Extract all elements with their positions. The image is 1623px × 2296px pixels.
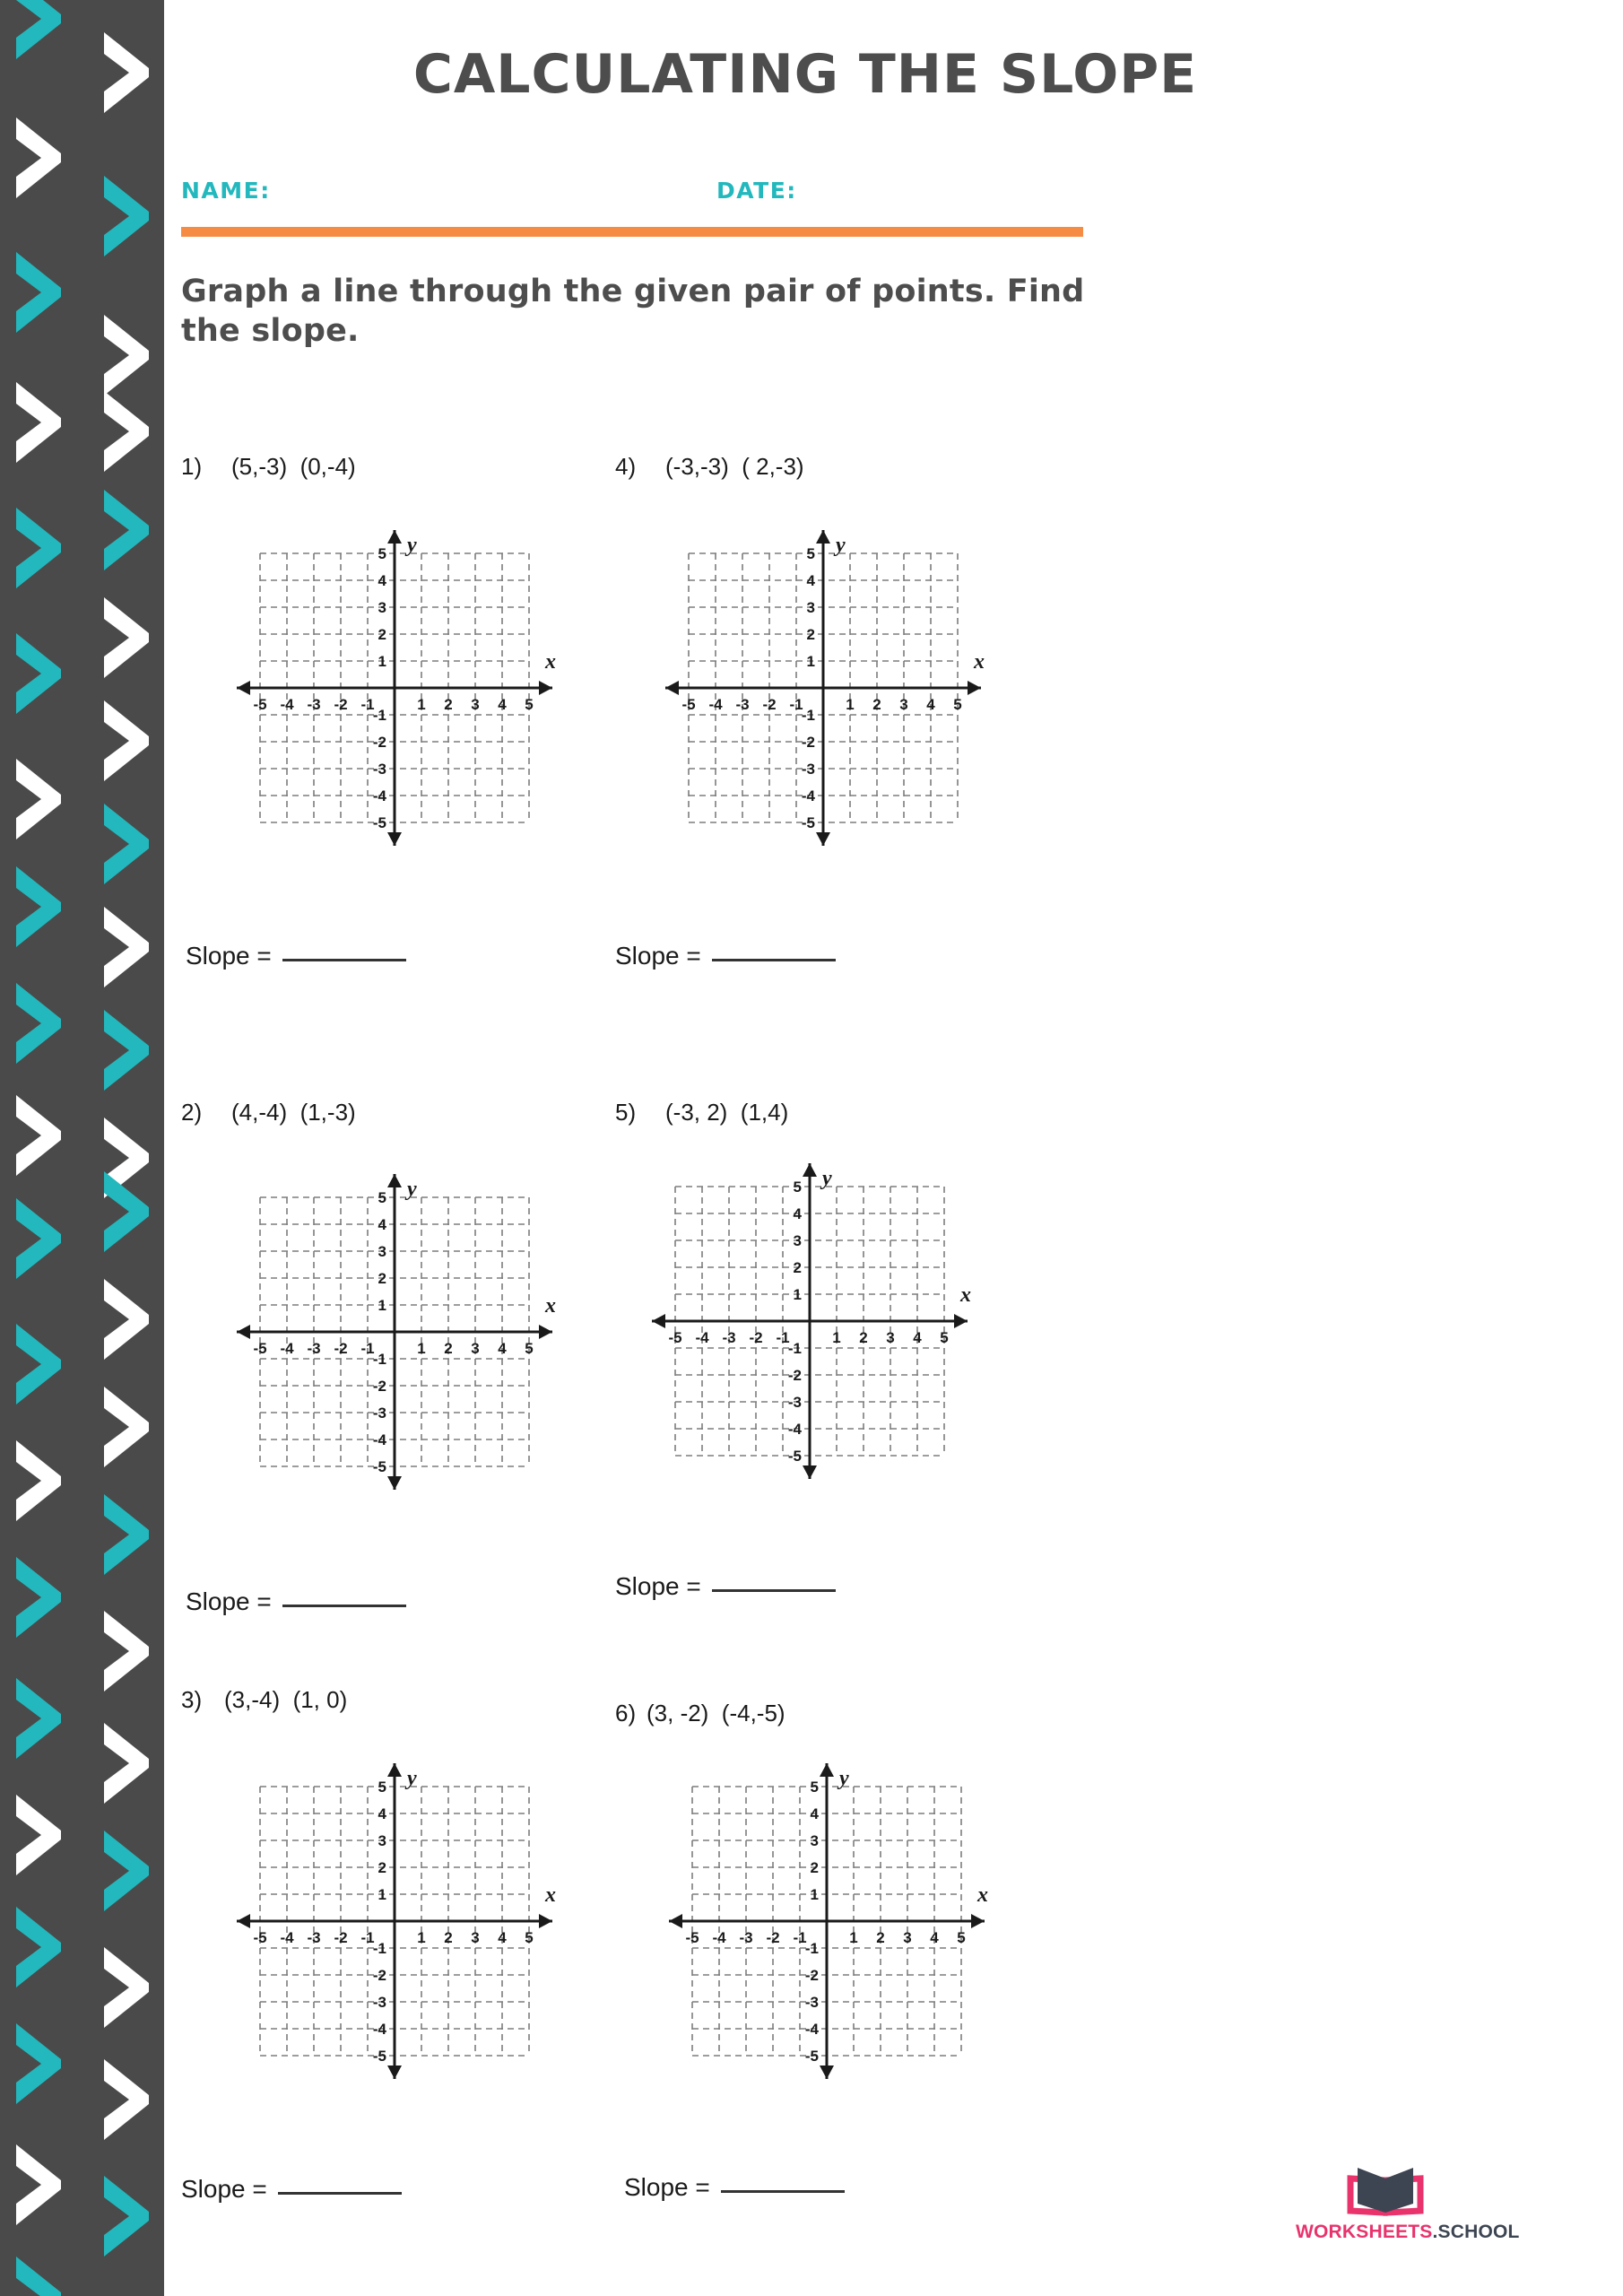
- slope-label: Slope =: [186, 1587, 272, 1615]
- svg-text:5: 5: [806, 545, 815, 562]
- svg-text:y: y: [407, 534, 417, 557]
- svg-text:5: 5: [793, 1178, 802, 1196]
- coordinate-grid[interactable]: [226, 1152, 576, 1516]
- name-field-label: NAME:: [181, 178, 271, 204]
- svg-text:4: 4: [498, 1929, 507, 1946]
- slope-blank[interactable]: [278, 2176, 402, 2195]
- problem-number: 5): [615, 1099, 637, 1126]
- svg-text:5: 5: [525, 1340, 534, 1357]
- svg-text:1: 1: [378, 1297, 386, 1314]
- problem-points: (-3, 2) (1,4): [665, 1099, 789, 1126]
- slope-blank[interactable]: [721, 2174, 845, 2193]
- svg-text:3: 3: [806, 599, 815, 616]
- svg-text:5: 5: [525, 1929, 534, 1946]
- svg-text:3: 3: [899, 696, 908, 713]
- svg-text:-2: -2: [804, 1967, 819, 1984]
- svg-text:4: 4: [806, 572, 815, 589]
- svg-text:3: 3: [378, 599, 386, 616]
- svg-text:3: 3: [903, 1929, 912, 1946]
- worksheet-content: [164, 0, 1623, 2296]
- coordinate-grid[interactable]: [226, 1742, 576, 2105]
- svg-text:2: 2: [793, 1259, 802, 1276]
- svg-text:-3: -3: [307, 1340, 321, 1357]
- logo-wordmark: [1296, 2222, 1520, 2243]
- svg-text:5: 5: [940, 1329, 949, 1346]
- svg-text:2: 2: [378, 1859, 386, 1876]
- slope-answer-row: [186, 1587, 406, 1616]
- open-book-icon: [1347, 2166, 1424, 2218]
- problem-number: 3): [181, 1686, 203, 1713]
- problem-points: (5,-3) (0,-4): [231, 453, 356, 480]
- slope-blank[interactable]: [712, 1573, 836, 1592]
- svg-text:-2: -2: [762, 696, 777, 713]
- svg-text:-2: -2: [334, 696, 348, 713]
- svg-text:-3: -3: [787, 1394, 802, 1411]
- svg-text:1: 1: [378, 1886, 386, 1903]
- svg-text:4: 4: [498, 696, 507, 713]
- logo-primary: WORKSHEETS: [1296, 2222, 1433, 2242]
- svg-text:1: 1: [793, 1286, 802, 1303]
- svg-text:-4: -4: [280, 1340, 294, 1357]
- svg-text:-4: -4: [372, 787, 386, 804]
- svg-text:5: 5: [378, 545, 386, 562]
- slope-blank[interactable]: [282, 1588, 406, 1607]
- svg-text:x: x: [545, 1883, 556, 1907]
- svg-text:x: x: [977, 1883, 988, 1907]
- svg-text:-1: -1: [789, 696, 803, 713]
- svg-text:-1: -1: [372, 707, 386, 724]
- problem-points: (4,-4) (1,-3): [231, 1099, 356, 1126]
- svg-text:4: 4: [378, 1216, 386, 1233]
- svg-text:-3: -3: [735, 696, 750, 713]
- svg-text:-5: -5: [668, 1329, 682, 1346]
- site-logo: [1296, 2166, 1520, 2243]
- problem-number: 4): [615, 453, 637, 480]
- slope-answer-row: [624, 2173, 845, 2202]
- svg-text:3: 3: [471, 696, 480, 713]
- coordinate-grid[interactable]: [641, 1142, 991, 1505]
- svg-text:-1: -1: [801, 707, 815, 724]
- svg-text:-5: -5: [253, 1929, 267, 1946]
- problem-points: (3, -2) (-4,-5): [647, 1700, 785, 1726]
- svg-text:-4: -4: [804, 2021, 819, 2038]
- problem-number: 1): [181, 453, 203, 480]
- svg-text:-5: -5: [801, 814, 815, 831]
- svg-text:y: y: [836, 534, 846, 557]
- svg-text:3: 3: [471, 1929, 480, 1946]
- svg-text:-1: -1: [776, 1329, 790, 1346]
- svg-text:-4: -4: [801, 787, 815, 804]
- coordinate-grid[interactable]: [226, 509, 576, 872]
- svg-text:-3: -3: [372, 1994, 386, 2011]
- svg-text:x: x: [974, 650, 985, 674]
- svg-text:3: 3: [810, 1832, 819, 1849]
- svg-text:4: 4: [378, 572, 386, 589]
- problem-number: 6): [615, 1700, 637, 1726]
- svg-text:y: y: [407, 1767, 417, 1790]
- svg-text:y: y: [822, 1167, 832, 1190]
- svg-text:3: 3: [378, 1832, 386, 1849]
- svg-text:-1: -1: [804, 1940, 819, 1957]
- slope-label: Slope =: [615, 1572, 701, 1600]
- svg-text:-4: -4: [280, 696, 294, 713]
- svg-text:-2: -2: [334, 1340, 348, 1357]
- slope-label: Slope =: [624, 2173, 710, 2201]
- svg-text:-1: -1: [793, 1929, 807, 1946]
- svg-text:-2: -2: [372, 1378, 386, 1395]
- problem-points: (3,-4) (1, 0): [224, 1686, 348, 1713]
- coordinate-grid[interactable]: [655, 509, 1004, 872]
- decorative-sidebar: [0, 0, 164, 2296]
- slope-label: Slope =: [615, 942, 701, 970]
- svg-text:-5: -5: [372, 814, 386, 831]
- svg-text:2: 2: [872, 696, 881, 713]
- slope-label: Slope =: [181, 2175, 267, 2203]
- svg-text:-3: -3: [307, 1929, 321, 1946]
- slope-blank[interactable]: [712, 943, 836, 961]
- svg-text:2: 2: [444, 1340, 453, 1357]
- svg-text:1: 1: [806, 653, 815, 670]
- svg-text:-1: -1: [360, 696, 375, 713]
- svg-text:-4: -4: [695, 1329, 709, 1346]
- svg-text:x: x: [545, 1294, 556, 1318]
- svg-text:-2: -2: [801, 734, 815, 751]
- svg-text:-1: -1: [360, 1929, 375, 1946]
- svg-text:y: y: [407, 1178, 417, 1201]
- slope-answer-row: [186, 942, 406, 970]
- svg-text:3: 3: [886, 1329, 895, 1346]
- svg-text:4: 4: [926, 696, 935, 713]
- svg-text:-5: -5: [804, 2048, 819, 2065]
- svg-text:x: x: [960, 1283, 971, 1307]
- svg-text:2: 2: [806, 626, 815, 643]
- svg-text:5: 5: [953, 696, 962, 713]
- slope-label: Slope =: [186, 942, 272, 970]
- svg-text:-2: -2: [372, 734, 386, 751]
- svg-text:-3: -3: [722, 1329, 736, 1346]
- svg-text:1: 1: [417, 1929, 426, 1946]
- svg-text:2: 2: [378, 626, 386, 643]
- svg-text:-5: -5: [685, 1929, 699, 1946]
- svg-text:-2: -2: [787, 1367, 802, 1384]
- svg-text:1: 1: [417, 1340, 426, 1357]
- svg-text:-2: -2: [749, 1329, 763, 1346]
- header-divider: [181, 227, 1083, 237]
- svg-text:3: 3: [793, 1232, 802, 1249]
- svg-text:1: 1: [810, 1886, 819, 1903]
- svg-text:-1: -1: [372, 1351, 386, 1368]
- svg-text:2: 2: [444, 1929, 453, 1946]
- svg-text:-5: -5: [253, 696, 267, 713]
- svg-text:4: 4: [913, 1329, 922, 1346]
- svg-text:-2: -2: [334, 1929, 348, 1946]
- svg-text:x: x: [545, 650, 556, 674]
- svg-text:2: 2: [876, 1929, 885, 1946]
- svg-text:1: 1: [849, 1929, 858, 1946]
- svg-text:-4: -4: [708, 696, 723, 713]
- svg-text:1: 1: [846, 696, 855, 713]
- svg-text:-3: -3: [739, 1929, 753, 1946]
- logo-secondary: .SCHOOL: [1432, 2222, 1520, 2242]
- svg-text:1: 1: [832, 1329, 841, 1346]
- svg-text:-4: -4: [372, 1431, 386, 1448]
- svg-text:-5: -5: [787, 1448, 802, 1465]
- svg-text:-1: -1: [372, 1940, 386, 1957]
- svg-text:-4: -4: [787, 1421, 802, 1438]
- svg-text:y: y: [839, 1767, 849, 1790]
- svg-text:1: 1: [417, 696, 426, 713]
- svg-text:-5: -5: [372, 2048, 386, 2065]
- svg-text:3: 3: [471, 1340, 480, 1357]
- svg-text:2: 2: [444, 696, 453, 713]
- svg-text:4: 4: [793, 1205, 802, 1222]
- svg-text:2: 2: [859, 1329, 868, 1346]
- svg-text:-3: -3: [801, 761, 815, 778]
- svg-text:2: 2: [810, 1859, 819, 1876]
- slope-blank[interactable]: [282, 943, 406, 961]
- svg-text:2: 2: [378, 1270, 386, 1287]
- problem-points: (-3,-3) ( 2,-3): [665, 453, 804, 480]
- svg-text:-5: -5: [681, 696, 696, 713]
- svg-text:5: 5: [378, 1189, 386, 1206]
- slope-answer-row: [181, 2175, 402, 2204]
- svg-text:-3: -3: [372, 761, 386, 778]
- svg-text:-1: -1: [360, 1340, 375, 1357]
- svg-text:-5: -5: [253, 1340, 267, 1357]
- svg-text:4: 4: [378, 1805, 386, 1822]
- page-title: CALCULATING THE SLOPE: [412, 43, 1198, 106]
- slope-answer-row: [615, 1572, 836, 1601]
- svg-text:-4: -4: [712, 1929, 726, 1946]
- problem-number: 2): [181, 1099, 203, 1126]
- svg-text:-4: -4: [280, 1929, 294, 1946]
- slope-answer-row: [615, 942, 836, 970]
- svg-text:-4: -4: [372, 2021, 386, 2038]
- svg-text:-1: -1: [787, 1340, 802, 1357]
- svg-text:3: 3: [378, 1243, 386, 1260]
- svg-text:-3: -3: [372, 1405, 386, 1422]
- svg-text:5: 5: [378, 1779, 386, 1796]
- svg-text:5: 5: [525, 696, 534, 713]
- svg-text:-5: -5: [372, 1458, 386, 1475]
- svg-text:1: 1: [378, 653, 386, 670]
- svg-text:-3: -3: [804, 1994, 819, 2011]
- svg-text:-2: -2: [766, 1929, 780, 1946]
- svg-text:5: 5: [810, 1779, 819, 1796]
- date-field-label: DATE:: [716, 178, 797, 204]
- svg-text:4: 4: [930, 1929, 939, 1946]
- coordinate-grid[interactable]: [658, 1742, 1008, 2105]
- svg-text:4: 4: [498, 1340, 507, 1357]
- svg-text:5: 5: [957, 1929, 966, 1946]
- svg-text:4: 4: [810, 1805, 819, 1822]
- svg-text:-2: -2: [372, 1967, 386, 1984]
- svg-text:-3: -3: [307, 696, 321, 713]
- instructions-text: Graph a line through the given pair of points. Find the slope.: [181, 274, 1085, 350]
